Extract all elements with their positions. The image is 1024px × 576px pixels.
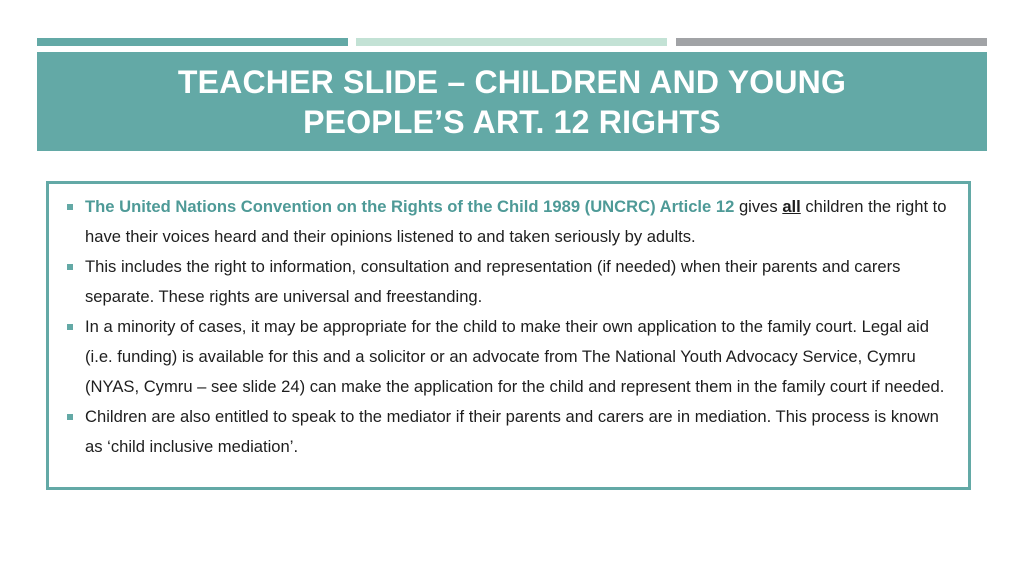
bullet-text-post: children the right to have their voices heard and their opinions listened to and taken seriously by adults. [85,197,947,246]
bullet-item-uncrc [59,192,956,252]
decorative-bar-light-green [356,38,667,46]
title-band [37,52,987,151]
slide-title [112,62,912,142]
slide-title-line2: PEOPLE’S ART. 12 RIGHTS [303,103,721,140]
bullet-text: Children are also entitled to speak to the mediator if their parents and carers are in mediation. This process is known as ‘child inclusive mediation’. [85,407,939,456]
bullet-text: In a minority of cases, it may be appropriate for the child to make their own application to the family court. Legal aid (i.e. funding) is available for this and a solicitor or an advocate from The National Youth Advocacy Service, Cymru (NYAS, Cymru – see slide 24) can make the application for the child and represent them in the family court if needed. [85,317,945,396]
square-bullet-icon [67,264,73,270]
slide-title-line1: TEACHER SLIDE – CHILDREN AND YOUNG [177,63,847,100]
bullet-item-mediation [59,402,956,462]
bullet-text: This includes the right to information, consultation and representation (if needed) when their parents and carers separate. These rights are universal and freestanding. [85,257,901,306]
content-box [46,181,971,490]
square-bullet-icon [67,414,73,420]
decorative-bar-teal [37,38,348,46]
square-bullet-icon [67,324,73,330]
bullet-text-pre: gives [734,197,783,216]
all-emphasis: all [782,197,801,216]
uncrc-highlight: The United Nations Convention on the Rights of the Child 1989 (UNCRC) Article 12 [85,197,735,216]
bullet-list [59,192,956,462]
square-bullet-icon [67,204,73,210]
bullet-item-court [59,312,956,402]
bullet-item-rights [59,252,956,312]
decorative-bar-grey [676,38,987,46]
